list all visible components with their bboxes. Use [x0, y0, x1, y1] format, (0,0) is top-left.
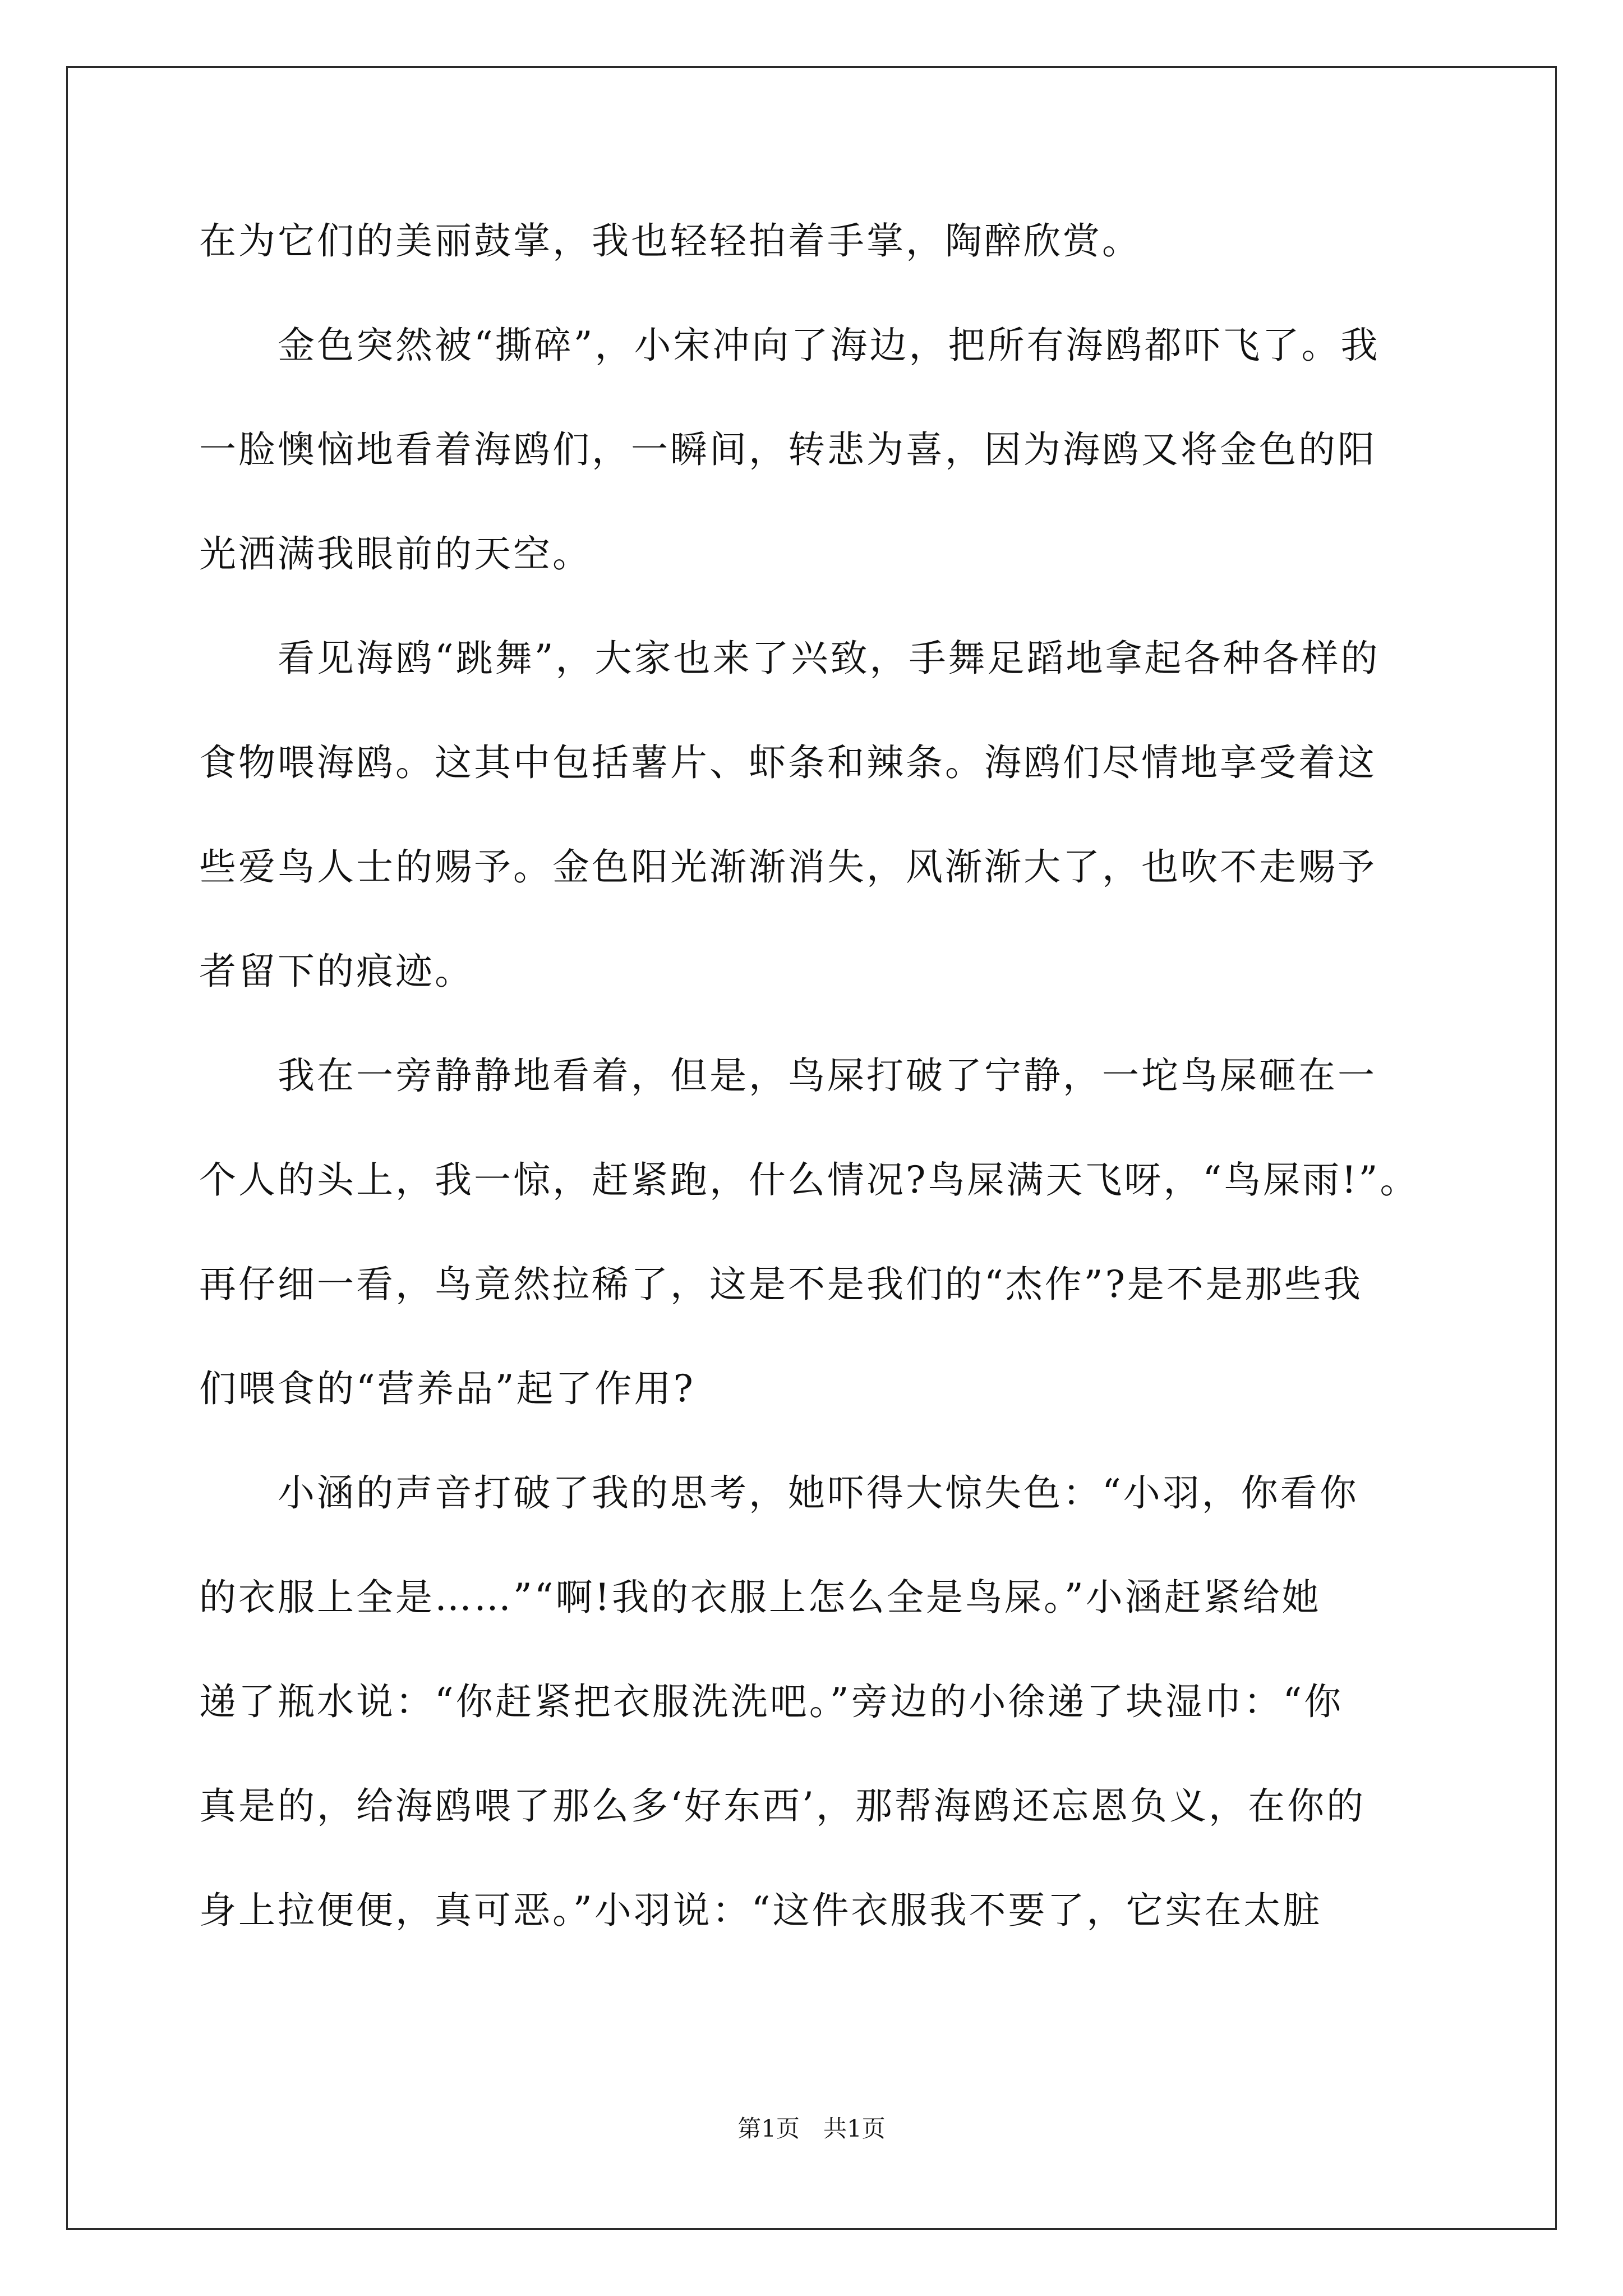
text-line: 真是的，给海鸥喂了那么多‘好东西’，那帮海鸥还忘恩负义，在你的: [199, 1784, 1366, 1828]
body-text: [199, 216, 1433, 1990]
text-line: 再仔细一看，鸟竟然拉稀了，这是不是我们的“杰作”?是不是那些我: [199, 1263, 1363, 1306]
page-number-footer: 第1页 共1页: [737, 2115, 886, 2142]
text-line: 食物喂海鸥。这其中包括薯片、虾条和辣条。海鸥们尽情地享受着这: [199, 741, 1377, 784]
text-line: 金色突然被“撕碎”，小宋冲向了海边，把所有海鸥都吓飞了。我: [199, 324, 1380, 367]
text-line: 我在一旁静静地看着，但是，鸟屎打破了宁静，一坨鸟屎砸在一: [199, 1054, 1377, 1097]
text-line: 者留下的痕迹。: [199, 950, 474, 993]
text-line: 的衣服上全是……”“啊!我的衣服上怎么全是鸟屎。”小涵赶紧给她: [199, 1576, 1321, 1619]
text-line: 一脸懊恼地看着海鸥们，一瞬间，转悲为喜，因为海鸥又将金色的阳: [199, 428, 1377, 471]
text-line: 个人的头上，我一惊，赶紧跑，什么情况?鸟屎满天飞呀，“鸟屎雨!”。: [199, 1158, 1419, 1202]
text-line: 们喂食的“营养品”起了作用?: [199, 1367, 695, 1410]
text-line: 小涵的声音打破了我的思考，她吓得大惊失色：“小羽，你看你: [199, 1471, 1359, 1515]
text-line: 递了瓶水说：“你赶紧把衣服洗洗吧。”旁边的小徐递了块湿巾：“你: [199, 1680, 1344, 1723]
text-line: 身上拉便便，真可恶。”小羽说：“这件衣服我不要了，它实在太脏: [199, 1889, 1322, 1932]
text-line: 光洒满我眼前的天空。: [199, 532, 592, 576]
text-line: 看见海鸥“跳舞”，大家也来了兴致，手舞足蹈地拿起各种各样的: [199, 637, 1380, 680]
text-line: 在为它们的美丽鼓掌，我也轻轻拍着手掌，陶醉欣赏。: [199, 219, 1141, 263]
text-line: 些爱鸟人士的赐予。金色阳光渐渐消失，风渐渐大了，也吹不走赐予: [199, 845, 1377, 889]
